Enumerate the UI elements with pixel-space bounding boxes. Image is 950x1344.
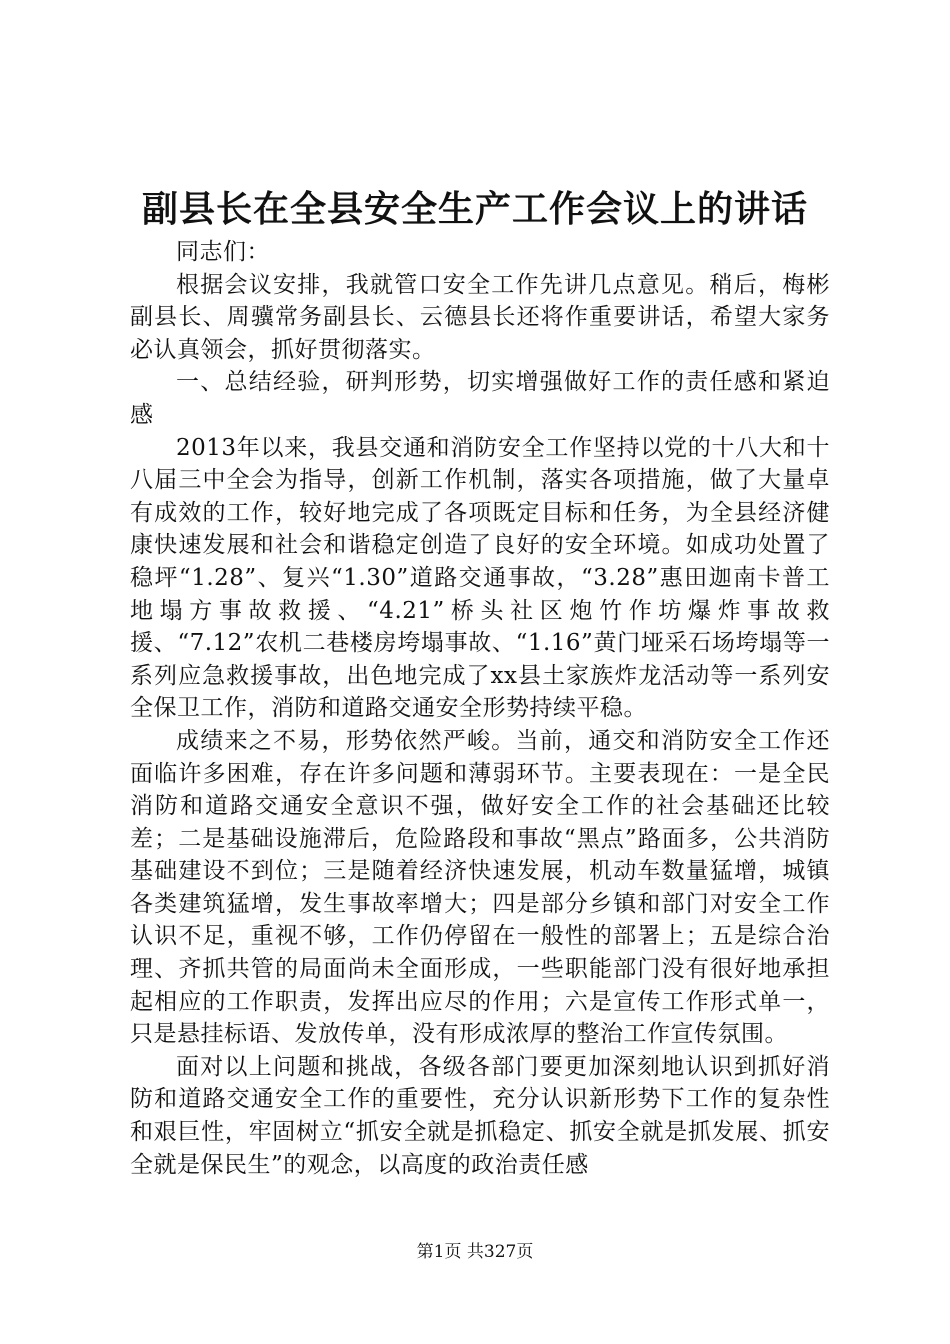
paragraph-problems: 成绩来之不易，形势依然严峻。当前，通交和消防安全工作还面临许多困难，存在许多问题和薄弱环节。主要表现在：一是全民消防和道路交通安全意识不强，做好安全工作的社会基础还比较差；二是基础设施滞后，危险路段和事故“黑点”路面多，公共消防基础建设不到位；三是随着经济快速发展，机动车数量猛增，城镇各类建筑猛增，发生事故率增大；四是部分乡镇和部门对安全工作认识不足，重视不够，工作仍停留在一般性的部署上；五是综合治理、齐抓共管的局面尚未全面形成，一些职能部门没有很好地承担起相应的工作职责，发挥出应尽的作用；六是宣传工作形式单一，只是悬挂标语、发放传单，没有形成浓厚的整治工作宣传氛围。 bbox=[130, 727, 830, 1048]
salutation: 同志们： bbox=[176, 239, 270, 265]
paragraph-intro: 根据会议安排，我就管口安全工作先讲几点意见。稍后，梅彬副县长、周骥常务副县长、云德县长还将作重要讲话，希望大家务必认真领会，抓好贯彻落实。 bbox=[130, 271, 830, 363]
paragraph-challenges: 面对以上问题和挑战，各级各部门要更加深刻地认识到抓好消防和道路交通安全工作的重要性，充分认识新形势下工作的复杂性和艰巨性，牢固树立“抓安全就是抓稳定、抓安全就是抓发展、抓安全就是保民生”的观念，以高度的政治责任感 bbox=[130, 1053, 830, 1178]
document-body bbox=[130, 236, 830, 1181]
page-footer: 第1页 共327页 bbox=[416, 1242, 534, 1262]
document-title: 副县长在全县安全生产工作会议上的讲话 bbox=[141, 188, 808, 230]
paragraph-achievements: 2013年以来，我县交通和消防安全工作坚持以党的十八大和十八届三中全会为指导，创新工作机制，落实各项措施，做了大量卓有成效的工作，较好地完成了各项既定目标和任务，为全县经济健康快速发展和社会和谐稳定创造了良好的安全环境。如成功处置了稳坪“1.28”、复兴“1.30”道路交通事故，“3.28”惠田迦南卡普工地塌方事故救援、“4.21”桥头社区炮竹作坊爆炸事故救援、“7.12”农机二巷楼房垮塌事故、“1.16”黄门垭采石场垮塌等一系列应急救援事故，出色地完成了xx县土家族炸龙活动等一系列安全保卫工作，消防和道路交通安全形势持续平稳。 bbox=[130, 434, 830, 722]
section-heading-1: 一、总结经验，研判形势，切实增强做好工作的责任感和紧迫感 bbox=[130, 369, 830, 428]
